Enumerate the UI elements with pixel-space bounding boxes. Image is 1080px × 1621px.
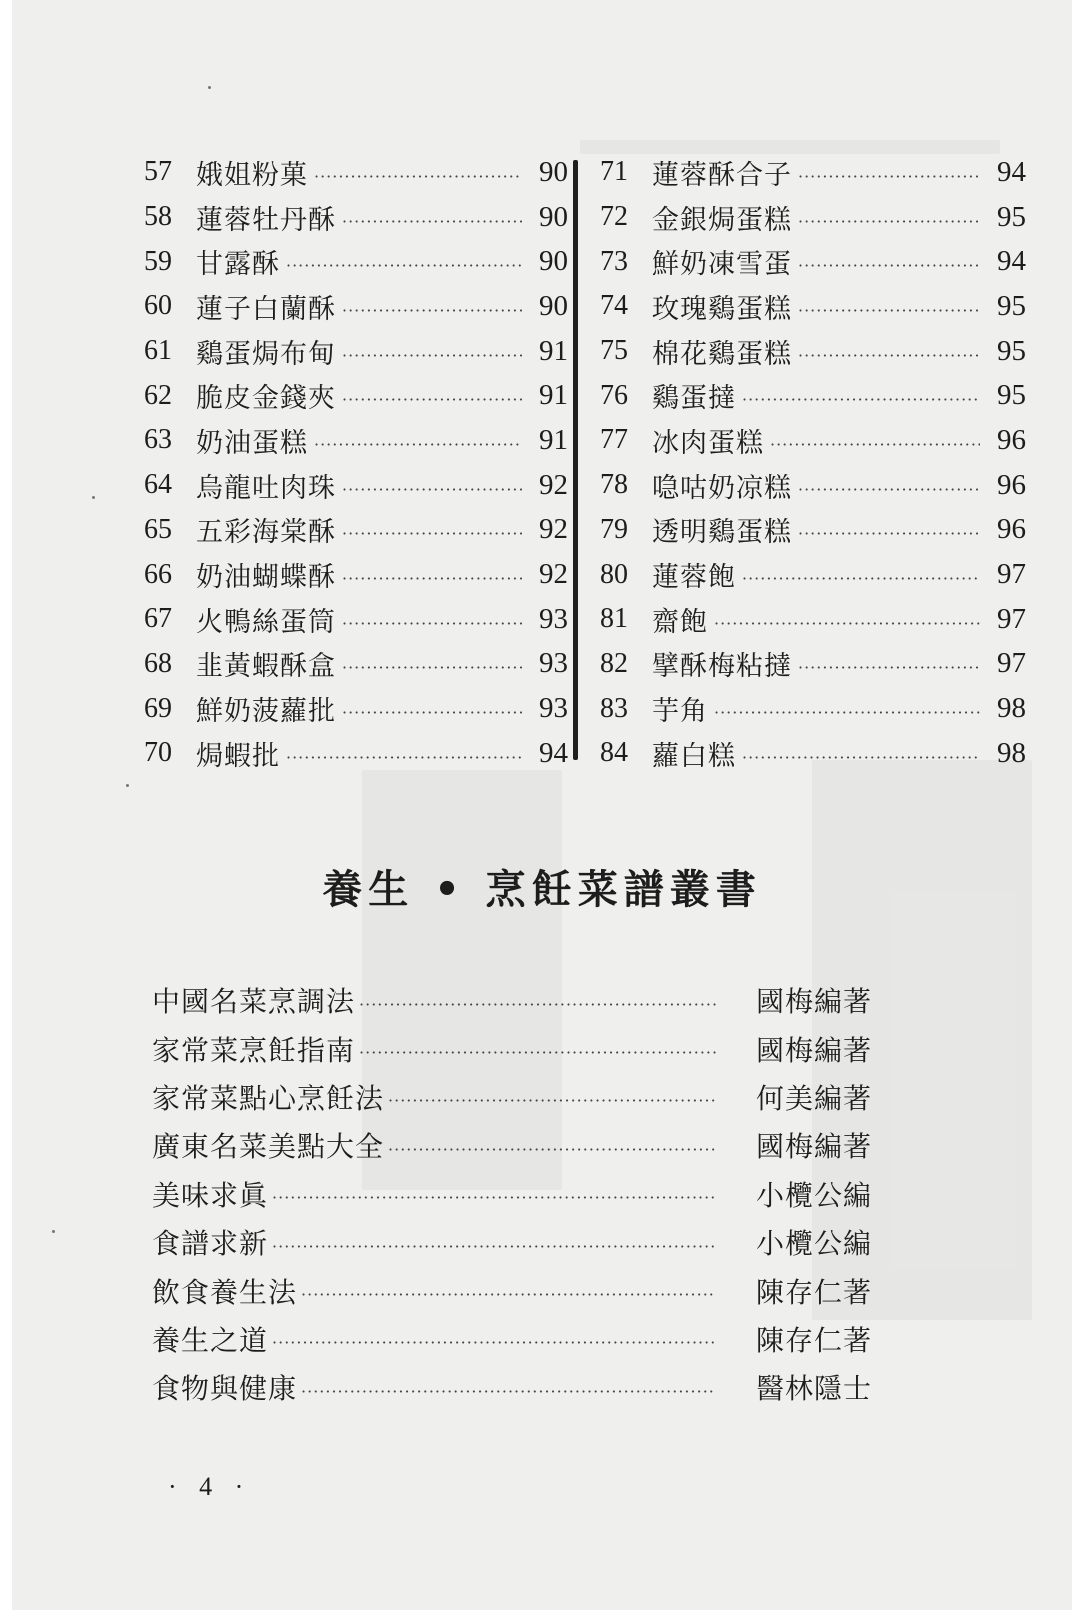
- dot-leader: [342, 212, 522, 231]
- toc-entry-number: 58: [144, 201, 172, 233]
- toc-entry-page: 90: [539, 200, 568, 233]
- toc-entry: [600, 552, 1026, 597]
- toc-entry-title: 蓮蓉牡丹酥: [196, 204, 336, 236]
- toc-entry-title: 蘿白糕: [652, 740, 736, 772]
- dot-leader: [301, 1382, 716, 1401]
- toc-entry-title: 芋角: [652, 696, 708, 728]
- dot-leader: [272, 1333, 716, 1352]
- book-entry: [152, 1218, 872, 1266]
- dot-leader: [272, 1237, 716, 1256]
- toc-entry-title: 奶油蛋糕: [196, 427, 308, 459]
- dot-leader: [742, 748, 980, 767]
- dot-leader: [359, 1043, 716, 1062]
- toc-entry: [600, 642, 1026, 687]
- toc-entry-title: 透明鷄蛋糕: [652, 517, 792, 549]
- toc-entry: [144, 597, 568, 642]
- toc-entry-title: 鮮奶菠蘿批: [196, 696, 336, 728]
- toc-entry: [600, 418, 1026, 463]
- page-number: · 4 ·: [168, 1472, 252, 1501]
- toc-right-column: [600, 150, 1026, 776]
- toc-entry-page: 90: [539, 289, 568, 322]
- toc-entry-title: 玫瑰鷄蛋糕: [652, 293, 792, 325]
- toc-entry-title: 齋飽: [652, 606, 708, 638]
- toc-entry: [600, 195, 1026, 240]
- dot-leader: [314, 435, 522, 454]
- book-author: 國梅編著: [755, 1033, 872, 1067]
- toc-entry-number: 83: [600, 692, 628, 724]
- toc-entry: [600, 463, 1026, 508]
- book-entry: [152, 1363, 872, 1411]
- toc-entry-page: 96: [997, 513, 1026, 546]
- toc-entry: [144, 373, 568, 418]
- toc-entry-page: 95: [997, 289, 1026, 322]
- toc-entry-title: 鷄蛋焗布甸: [196, 338, 336, 370]
- toc-entry: [144, 329, 568, 374]
- toc-entry: [600, 373, 1026, 418]
- book-title: 廣東名菜美點大全: [152, 1130, 385, 1164]
- book-entry: [152, 1024, 872, 1072]
- toc-entry: [600, 150, 1026, 195]
- toc-entry-title: 蓮子白蘭酥: [196, 293, 336, 325]
- toc-entry-title: 鷄蛋撻: [652, 383, 736, 415]
- dot-leader: [342, 614, 522, 633]
- dot-leader: [714, 614, 980, 633]
- toc-entry-title: 喼咕奶凉糕: [652, 472, 792, 504]
- toc-entry-number: 65: [144, 513, 172, 545]
- toc-entry: [144, 731, 568, 776]
- toc-entry-number: 57: [144, 156, 172, 188]
- toc-entry: [600, 239, 1026, 284]
- toc-entry-page: 92: [539, 468, 568, 501]
- toc-entry-page: 97: [997, 647, 1026, 680]
- dot-leader: [359, 995, 716, 1014]
- toc-entry: [144, 686, 568, 731]
- dot-leader: [301, 1285, 716, 1304]
- dot-leader: [798, 524, 980, 543]
- toc-entry-page: 93: [539, 647, 568, 680]
- paper-speck: [52, 1230, 55, 1233]
- toc-entry-number: 82: [600, 647, 628, 679]
- toc-entry-title: 烏龍吐肉珠: [196, 472, 336, 504]
- book-author: 小欖公編: [755, 1178, 872, 1212]
- toc-entry-number: 74: [600, 290, 628, 322]
- toc-entry-page: 95: [997, 334, 1026, 367]
- toc-entry-number: 66: [144, 558, 172, 590]
- toc-entry-page: 91: [539, 379, 568, 412]
- toc-entry-page: 94: [997, 245, 1026, 278]
- toc-entry-title: 棉花鷄蛋糕: [652, 338, 792, 370]
- toc-entry-number: 73: [600, 245, 628, 277]
- toc-entry-page: 97: [997, 558, 1026, 591]
- toc-entry-number: 60: [144, 290, 172, 322]
- toc-entry-number: 62: [144, 379, 172, 411]
- toc-entry-page: 96: [997, 423, 1026, 456]
- book-title: 家常菜烹飪指南: [152, 1033, 356, 1067]
- toc-entry-page: 90: [539, 245, 568, 278]
- book-title: 食譜求新: [152, 1227, 269, 1261]
- toc-entry-page: 91: [539, 334, 568, 367]
- book-author: 小欖公編: [755, 1227, 872, 1261]
- toc-entry: [600, 597, 1026, 642]
- dot-leader: [798, 256, 980, 275]
- toc-entry-title: 奶油蝴蝶酥: [196, 562, 336, 594]
- toc-entry-title: 韭黃蝦酥盒: [196, 651, 336, 683]
- book-author: 何美編著: [755, 1081, 872, 1115]
- toc-entry-title: 鮮奶凍雪蛋: [652, 249, 792, 281]
- toc-entry-number: 68: [144, 647, 172, 679]
- toc-entry-number: 59: [144, 245, 172, 277]
- toc-entry-number: 61: [144, 335, 172, 367]
- dot-leader: [342, 569, 522, 588]
- book-page: [12, 0, 1072, 1610]
- toc-entry-page: 92: [539, 513, 568, 546]
- toc-entry-page: 94: [539, 736, 568, 769]
- toc-entry-page: 92: [539, 558, 568, 591]
- dot-leader: [286, 256, 522, 275]
- series-title: 養生 • 烹飪菜譜叢書: [322, 866, 762, 913]
- toc-entry-page: 93: [539, 692, 568, 725]
- toc-entry-page: 96: [997, 468, 1026, 501]
- dot-leader: [342, 301, 522, 320]
- dot-leader: [342, 346, 522, 365]
- toc-entry-page: 98: [997, 736, 1026, 769]
- dot-leader: [388, 1140, 716, 1159]
- toc-entry-page: 90: [539, 155, 568, 188]
- book-title: 飲食養生法: [152, 1275, 298, 1309]
- toc-entry-page: 93: [539, 602, 568, 635]
- toc-entry-number: 71: [600, 156, 628, 188]
- toc-entry: [144, 195, 568, 240]
- book-list: [152, 976, 872, 1412]
- book-entry: [152, 1315, 872, 1363]
- toc-entry-page: 98: [997, 692, 1026, 725]
- table-of-contents: [12, 150, 1072, 790]
- toc-entry-number: 70: [144, 737, 172, 769]
- toc-entry: [144, 463, 568, 508]
- dot-leader: [342, 524, 522, 543]
- toc-entry-number: 76: [600, 379, 628, 411]
- dot-leader: [798, 480, 980, 499]
- toc-entry: [600, 508, 1026, 553]
- toc-entry-number: 64: [144, 469, 172, 501]
- toc-entry: [144, 284, 568, 329]
- paper-speck: [208, 86, 211, 89]
- toc-entry-page: 91: [539, 423, 568, 456]
- toc-entry: [144, 552, 568, 597]
- dot-leader: [714, 703, 980, 722]
- dot-leader: [798, 212, 980, 231]
- dot-leader: [742, 390, 980, 409]
- toc-entry: [600, 731, 1026, 776]
- toc-entry-number: 79: [600, 513, 628, 545]
- toc-entry: [144, 508, 568, 553]
- dot-leader: [388, 1091, 716, 1110]
- dot-leader: [798, 346, 980, 365]
- toc-entry-number: 69: [144, 692, 172, 724]
- toc-entry-number: 84: [600, 737, 628, 769]
- dot-leader: [342, 480, 522, 499]
- toc-entry-page: 97: [997, 602, 1026, 635]
- toc-entry-number: 75: [600, 335, 628, 367]
- toc-entry-title: 火鴨絲蛋筒: [196, 606, 336, 638]
- dot-leader: [286, 748, 522, 767]
- toc-entry-page: 95: [997, 200, 1026, 233]
- toc-entry-number: 63: [144, 424, 172, 456]
- book-title: 食物與健康: [152, 1372, 298, 1406]
- toc-entry-title: 焗蝦批: [196, 740, 280, 772]
- book-author: 醫林隱士: [755, 1372, 872, 1406]
- dot-leader: [798, 658, 980, 677]
- toc-entry: [144, 642, 568, 687]
- book-entry: [152, 1073, 872, 1121]
- toc-entry-title: 五彩海棠酥: [196, 517, 336, 549]
- toc-entry-number: 67: [144, 603, 172, 635]
- dot-leader: [770, 435, 980, 454]
- book-author: 國梅編著: [755, 985, 872, 1019]
- dot-leader: [272, 1188, 716, 1207]
- book-entry: [152, 1170, 872, 1218]
- toc-entry: [600, 329, 1026, 374]
- toc-entry-title: 蓮蓉酥合子: [652, 159, 792, 191]
- toc-left-column: [144, 150, 568, 776]
- dot-leader: [742, 569, 980, 588]
- dot-leader: [798, 301, 980, 320]
- toc-entry-title: 冰肉蛋糕: [652, 427, 764, 459]
- toc-entry: [144, 239, 568, 284]
- toc-entry-number: 77: [600, 424, 628, 456]
- book-entry: [152, 1266, 872, 1314]
- book-title: 美味求眞: [152, 1178, 269, 1212]
- toc-entry-title: 蓮蓉飽: [652, 562, 736, 594]
- toc-entry-title: 擘酥梅粘撻: [652, 651, 792, 683]
- toc-entry-number: 80: [600, 558, 628, 590]
- toc-entry-title: 娥姐粉菓: [196, 159, 308, 191]
- toc-entry-number: 72: [600, 201, 628, 233]
- toc-entry-page: 94: [997, 155, 1026, 188]
- toc-entry-title: 脆皮金錢夾: [196, 383, 336, 415]
- book-entry: [152, 1121, 872, 1169]
- dot-leader: [314, 167, 522, 186]
- book-author: 國梅編著: [755, 1130, 872, 1164]
- toc-entry-title: 甘露酥: [196, 249, 280, 281]
- dot-leader: [342, 658, 522, 677]
- toc-entry: [600, 686, 1026, 731]
- toc-entry-title: 金銀焗蛋糕: [652, 204, 792, 236]
- dot-leader: [342, 703, 522, 722]
- toc-entry: [600, 284, 1026, 329]
- toc-entry: [144, 150, 568, 195]
- book-entry: [152, 976, 872, 1024]
- toc-entry: [144, 418, 568, 463]
- toc-entry-number: 81: [600, 603, 628, 635]
- book-author: 陳存仁著: [755, 1275, 872, 1309]
- book-title: 養生之道: [152, 1323, 269, 1357]
- toc-entry-number: 78: [600, 469, 628, 501]
- dot-leader: [342, 390, 522, 409]
- book-author: 陳存仁著: [755, 1323, 872, 1357]
- column-divider: [573, 160, 578, 760]
- book-title: 中國名菜烹調法: [152, 985, 356, 1019]
- book-title: 家常菜點心烹飪法: [152, 1081, 385, 1115]
- toc-entry-page: 95: [997, 379, 1026, 412]
- dot-leader: [798, 167, 980, 186]
